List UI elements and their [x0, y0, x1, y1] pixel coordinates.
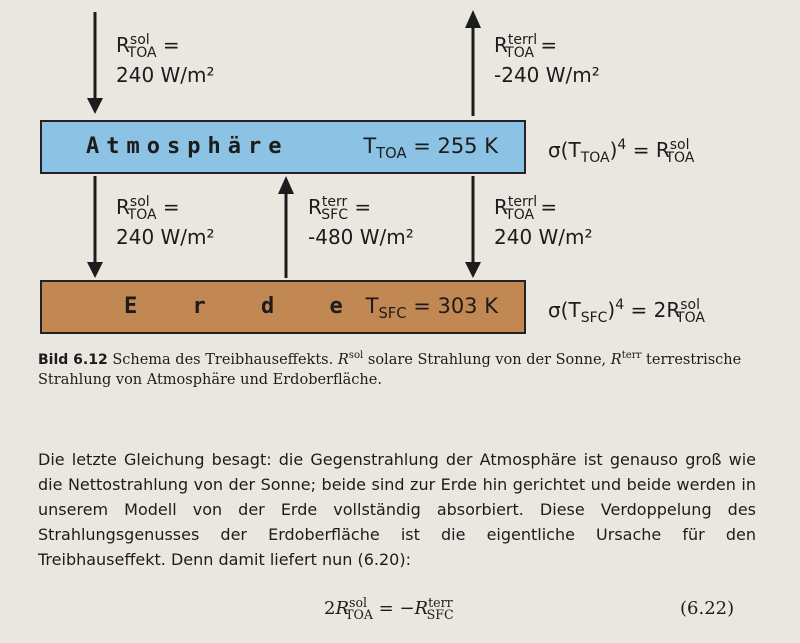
label-terr-down: $R^{terrl}_{TOA}$ = 240 W/m²: [494, 194, 593, 249]
arrowhead-sol-mid: [87, 262, 103, 278]
earth-relation: $\sigma(T_{SFC})^4 = 2R^{sol}_{TOA}$: [548, 297, 705, 326]
atmosphere-temperature: $T_{TOA} = 255$ K: [363, 134, 498, 163]
atmosphere-box: [40, 120, 526, 174]
figure-caption: Bild 6.12 Schema des Treibhauseffekts. $R^{sol}$ solare Strahlung von der Sonne, $R^{terr}$ terrestrische Strahlung von Atmosphäre und Erdoberfläche.: [38, 350, 742, 388]
atmosphere-relation: $\sigma(T_{TOA})^4 = R^{sol}_{TOA}$: [548, 137, 695, 166]
earth-label: E r d e: [124, 294, 353, 319]
label-sol-in-top: $R^{sol}_{TOA}$ = 240 W/m²: [116, 32, 215, 87]
earth-temperature: $T_{SFC} = 303$ K: [365, 294, 498, 323]
atmosphere-label: Atmosphäre: [86, 134, 289, 159]
arrowhead-terr-out-top: [465, 10, 481, 28]
arrowhead-sol-in-top: [87, 98, 103, 114]
body-paragraph: Die letzte Gleichung besagt: die Gegenstrahlung der Atmosphäre ist genauso groß wie die Nettostrahlung von der Sonne; beide sind zur Erde hin gerichtet und beide werden in unserem Modell von der Erde vollständig absorbiert. Diese Verdoppelung des Strahlungsgenusses der Erdoberfläche ist die eigentliche Ursache für den Treibhauseffekt. Denn damit liefert nun (6.20):: [38, 450, 756, 569]
label-terr-sfc: $R^{terr}_{SFC}$ = -480 W/m²: [308, 194, 414, 249]
equation-6-22: [0, 594, 800, 630]
label-sol-mid: $R^{sol}_{TOA}$ = 240 W/m²: [116, 194, 215, 249]
equation-number: (6.22): [680, 598, 735, 619]
equation-body: $2R^{sol}_{TOA} = -R^{terr}_{SFC}$: [324, 595, 454, 622]
label-terr-out-top: $R^{terrl}_{TOA}$ = -240 W/m²: [494, 32, 600, 87]
earth-box: [40, 280, 526, 334]
arrowhead-terr-down: [465, 262, 481, 278]
caption-label: Bild 6.12: [38, 352, 108, 368]
arrowhead-terr-sfc: [278, 176, 294, 194]
